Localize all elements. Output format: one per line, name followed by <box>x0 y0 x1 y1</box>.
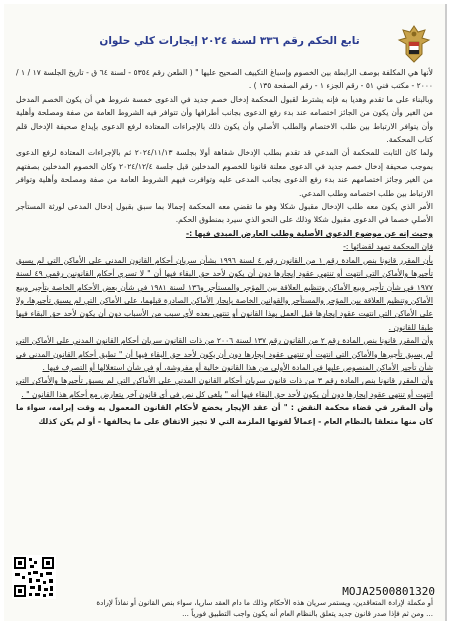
page-edge <box>445 4 447 621</box>
paragraph-2: وبالبناء على ما تقدم وهديا به فإنه يشترط لقبول المحكمة إدخال خصم جديد في الدعوى خمسة شروط هي أن يكون الخصم المدخل من الغير وأن يكون من الجائز اختصامه عند بدء رفع الدعوى بجانب أطرافها وأن تتوافر فيه الشروط العامة من صفة ومصلحة وأهلية وأن يتوافر الارتباط بين طلب الاختصام والطلب الأصلي وأن يكون ذلك بالإجراءات المعتادة لرفع الدعوى بإيداع صحيفة الإدخال قلم كتاب المحكمة. <box>16 94 433 145</box>
law-article-1: بأن المقرر قانونا بنص المادة رقم ١ من القانون رقم ٤ لسنة ١٩٩٦ بشأن سريان أحكام القانون المدني على الأماكن التي لم يسبق تأجيرها والأماكن التي انتهت أو تنتهي عقود إيجارها دون أن يكون لأحد حق البقاء فيها أن " لا تسري أحكام القانونين رقمي ٤٩ لسنة ١٩٧٧ في شأن تأجير وبيع الأماكن وتنظيم العلاقة بين المؤجر والمستأجر و١٣٦ لسنة ١٩٨١ في شأن بعض الأحكام الخاصة بتأجير وبيع الأماكن وتنظيم العلاقة بين المؤجر والمستأجر والقوانين الخاصة بإيجار الأماكن الصادرة قبلهما، على الأماكن التي لم يسبق تأجيرها، ولا على الأماكن التي انتهت عقود إيجارها قبل العمل بهذا القانون أو تنتهي بعده لأي سبب من الأسباب دون أن يكون لأحد حق البقاء فيها طبقا للقانون . <box>16 255 434 332</box>
paragraph-4: الأمر الذي يكون معه طلب الإدخال مقبول شكلا وهو ما تقضي معه المحكمة إجمالا بما سبق بقبول إدخال المدعى لورثة المستأجر الأصلي خصما في الدعوى مقبول شكلا وذلك على النحو الذي سيرد بمنطوق الحكم. <box>16 202 433 225</box>
court-preface: فإن المحكمة تمهد لقضائها :- <box>343 242 433 252</box>
continuation-line-1: أو مكملة لإرادة المتعاقدين، ويستمر سريان هذه الأحكام وذلك ما دام العقد ساريا، سواء بنص القانون أو نفاذاً لإرادة <box>96 598 433 607</box>
document-continuation <box>16 597 433 619</box>
paragraph-1: لأنها هي المكلفة بوصف الرابطة بين الخصوم وإسباغ التكييف الصحيح عليها " ( الطعن رقم ٥٣٥٤ - لسنة ٦٤ ق - تاريخ الجلسة ١٧ / ١ / ٢٠٠٠ - مكتب فني ٥١ - رقم الجزء ١ - رقم الصفحة ١٣٥ ) . <box>16 68 434 91</box>
cassation-quote: وأن المقرر في قضاء محكمة النقض : " أن عقد الإيجار يخضع لأحكام القانون المعمول به وقت إبرامه، سواء ما كان منها متعلقا بالنظام العام - إعمالاً لقوتها الملزمة التي لا تجيز الاتفاق على ما يخالفها - أو لم يكن كذلك <box>16 403 433 426</box>
judgment-title: تابع الحكم رقم ٣٣٦ لسنة ٢٠٢٤ إيجارات كلي حلوان <box>99 35 360 47</box>
document-page <box>4 4 447 621</box>
egypt-eagle-emblem-icon <box>395 22 433 66</box>
document-reference-code: MOJA2500801320 <box>342 585 435 598</box>
paragraph-3: ولما كان الثابت للمحكمة أن المدعي قد تقدم بطلب الإدخال شفاهة أولا بجلسة ٢٠٢٤/١١/١٣ ثم بالإجراءات المعتادة لرفع الدعوى بموجب صحيفة إدخال خصم جديد في الدعوى معلنة قانونا للخصوم المدخلين قبل جلسة ٢٠٢٤/١٢/٤ وكان الخصوم المدخلين بصفتهم من الغير وجائز اختصامهم عند بدء رفع الدعوى بجانب المدعى عليه وتوافرت فيهم الشروط العامة من صفة ومصلحة وأهلية وتوافر الارتباط بين طلب اختصامه وطلب المدعي. <box>16 148 433 198</box>
qr-code-icon <box>12 555 56 599</box>
law-article-2: وأن المقرر قانونا بنص المادة رقم ٢ من القانون رقم ١٣٧ لسنة ٢٠٠٦ من ذات القانون سريان أحكام القانون المدني على الأماكن التي لم يسبق تأجيرها والأماكن التي انتهت أو تنتهي عقود إيجارها دون أن يكون لأحد حق البقاء فيها أن " تطبق أحكام القانون المدني في شأن تأجير الأماكن المنصوص عليها في المادة الأولى من هذا القانون خالية أو مفروشة، أو في شأن استغلالها أو التصرف فيها . <box>16 336 433 372</box>
document-body <box>16 66 433 428</box>
law-article-3: وأن المقرر قانونا بنص المادة رقم ٣ من ذات قانون سريان أحكام القانون المدني على الأماكن التي لم يسبق تأجيرها والأماكن التي انتهت أو تنتهي عقود إيجارها دون أن يكون لأحد حق البقاء فيها أنه " يلغى كل نص في أي قانون آخر يتعارض مع أحكام هذا القانون " . <box>16 376 433 399</box>
continuation-line-2: ... ومن ثم فإذا صدر قانون جديد يتعلق بالنظام العام أنه يكون واجب التطبيق فورياً ... <box>182 609 433 618</box>
subject-heading: وحيث إنه عن موضوع الدعوى الأصلية وطلب العارض المبدى فيها :- <box>185 228 433 238</box>
document-header <box>14 22 437 72</box>
